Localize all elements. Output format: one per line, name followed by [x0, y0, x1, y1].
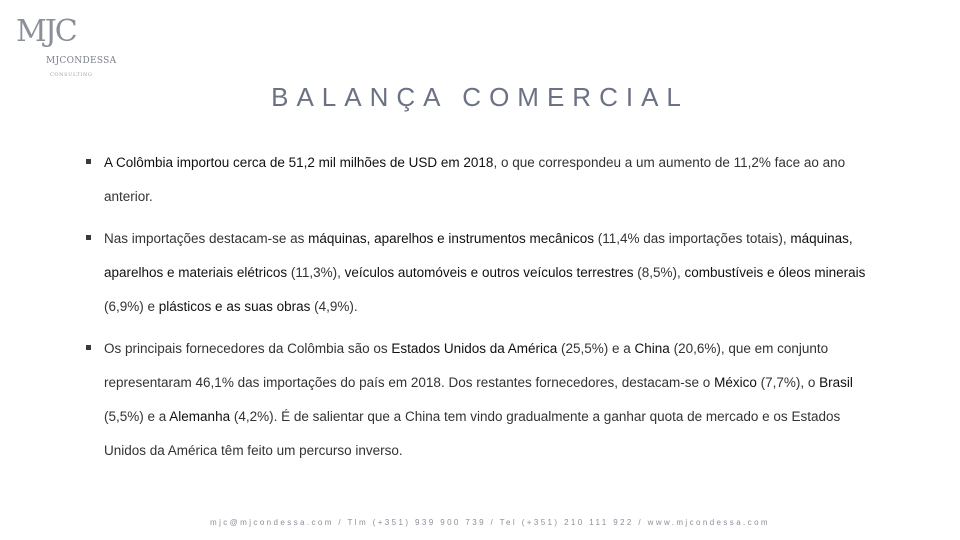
bullet-text: (20,6%), que em conjunto representaram 46,1% das importações do país em 2018. Dos restantes fornecedores, destacam-se o	[104, 341, 829, 390]
bullet-text: (7,7%), o	[756, 375, 820, 390]
highlighted-text: máquinas, aparelhos e materiais elétricos	[104, 231, 853, 280]
bullet-text: (5,5%) e a	[104, 409, 170, 424]
highlighted-text: Alemanha	[169, 409, 231, 424]
logo-brand-name: MJCONDESSA	[46, 56, 117, 66]
logo-monogram: MJC	[16, 14, 76, 49]
highlighted-text: Estados Unidos da América	[391, 341, 558, 356]
bullet-marker-icon	[86, 235, 91, 240]
bullet-list	[80, 146, 880, 476]
bullet-text: (6,9%) e	[104, 299, 159, 314]
bullet-item	[80, 222, 880, 324]
highlighted-text: Brasil	[819, 375, 853, 390]
bullet-text: (4,2%). É de salientar que a China tem vindo gradualmente a ganhar quota de mercado e os Estados Unidos da América têm feito um percurso inverso.	[104, 409, 841, 458]
bullet-marker-icon	[86, 159, 91, 164]
bullet-text: (11,4% das importações totais),	[594, 231, 791, 246]
bullet-marker-icon	[86, 345, 91, 350]
highlighted-text: máquinas, aparelhos e instrumentos mecânicos	[308, 231, 594, 246]
bullet-item	[80, 146, 880, 214]
bullet-text: , o que correspondeu a um aumento de 11,2% face ao ano anterior.	[104, 155, 846, 204]
highlighted-text: veículos automóveis e outros veículos terrestres	[344, 265, 634, 280]
bullet-text: (4,9%).	[310, 299, 358, 314]
company-logo	[16, 14, 126, 78]
bullet-text: (25,5%) e a	[557, 341, 635, 356]
highlighted-text: plásticos e as suas obras	[158, 299, 311, 314]
bullet-item	[80, 332, 880, 468]
bullet-text: (8,5%),	[633, 265, 685, 280]
slide-title: BALANÇA COMERCIAL	[271, 82, 689, 112]
logo-tagline: CONSULTING	[50, 72, 93, 78]
bullet-text: Nas importações destacam-se as	[104, 231, 309, 246]
footer-contact: mjc@mjcondessa.com / Tlm (+351) 939 900 739 / Tel (+351) 210 111 922 / www.mjcondessa.com	[210, 518, 770, 527]
highlighted-text: A Colômbia importou cerca de 51,2 mil milhões de USD em 2018	[104, 155, 494, 170]
highlighted-text: combustíveis e óleos minerais	[684, 265, 866, 280]
bullet-text: Os principais fornecedores da Colômbia são os	[104, 341, 392, 356]
highlighted-text: México	[714, 375, 757, 390]
highlighted-text: China	[634, 341, 670, 356]
bullet-text: (11,3%),	[287, 265, 345, 280]
